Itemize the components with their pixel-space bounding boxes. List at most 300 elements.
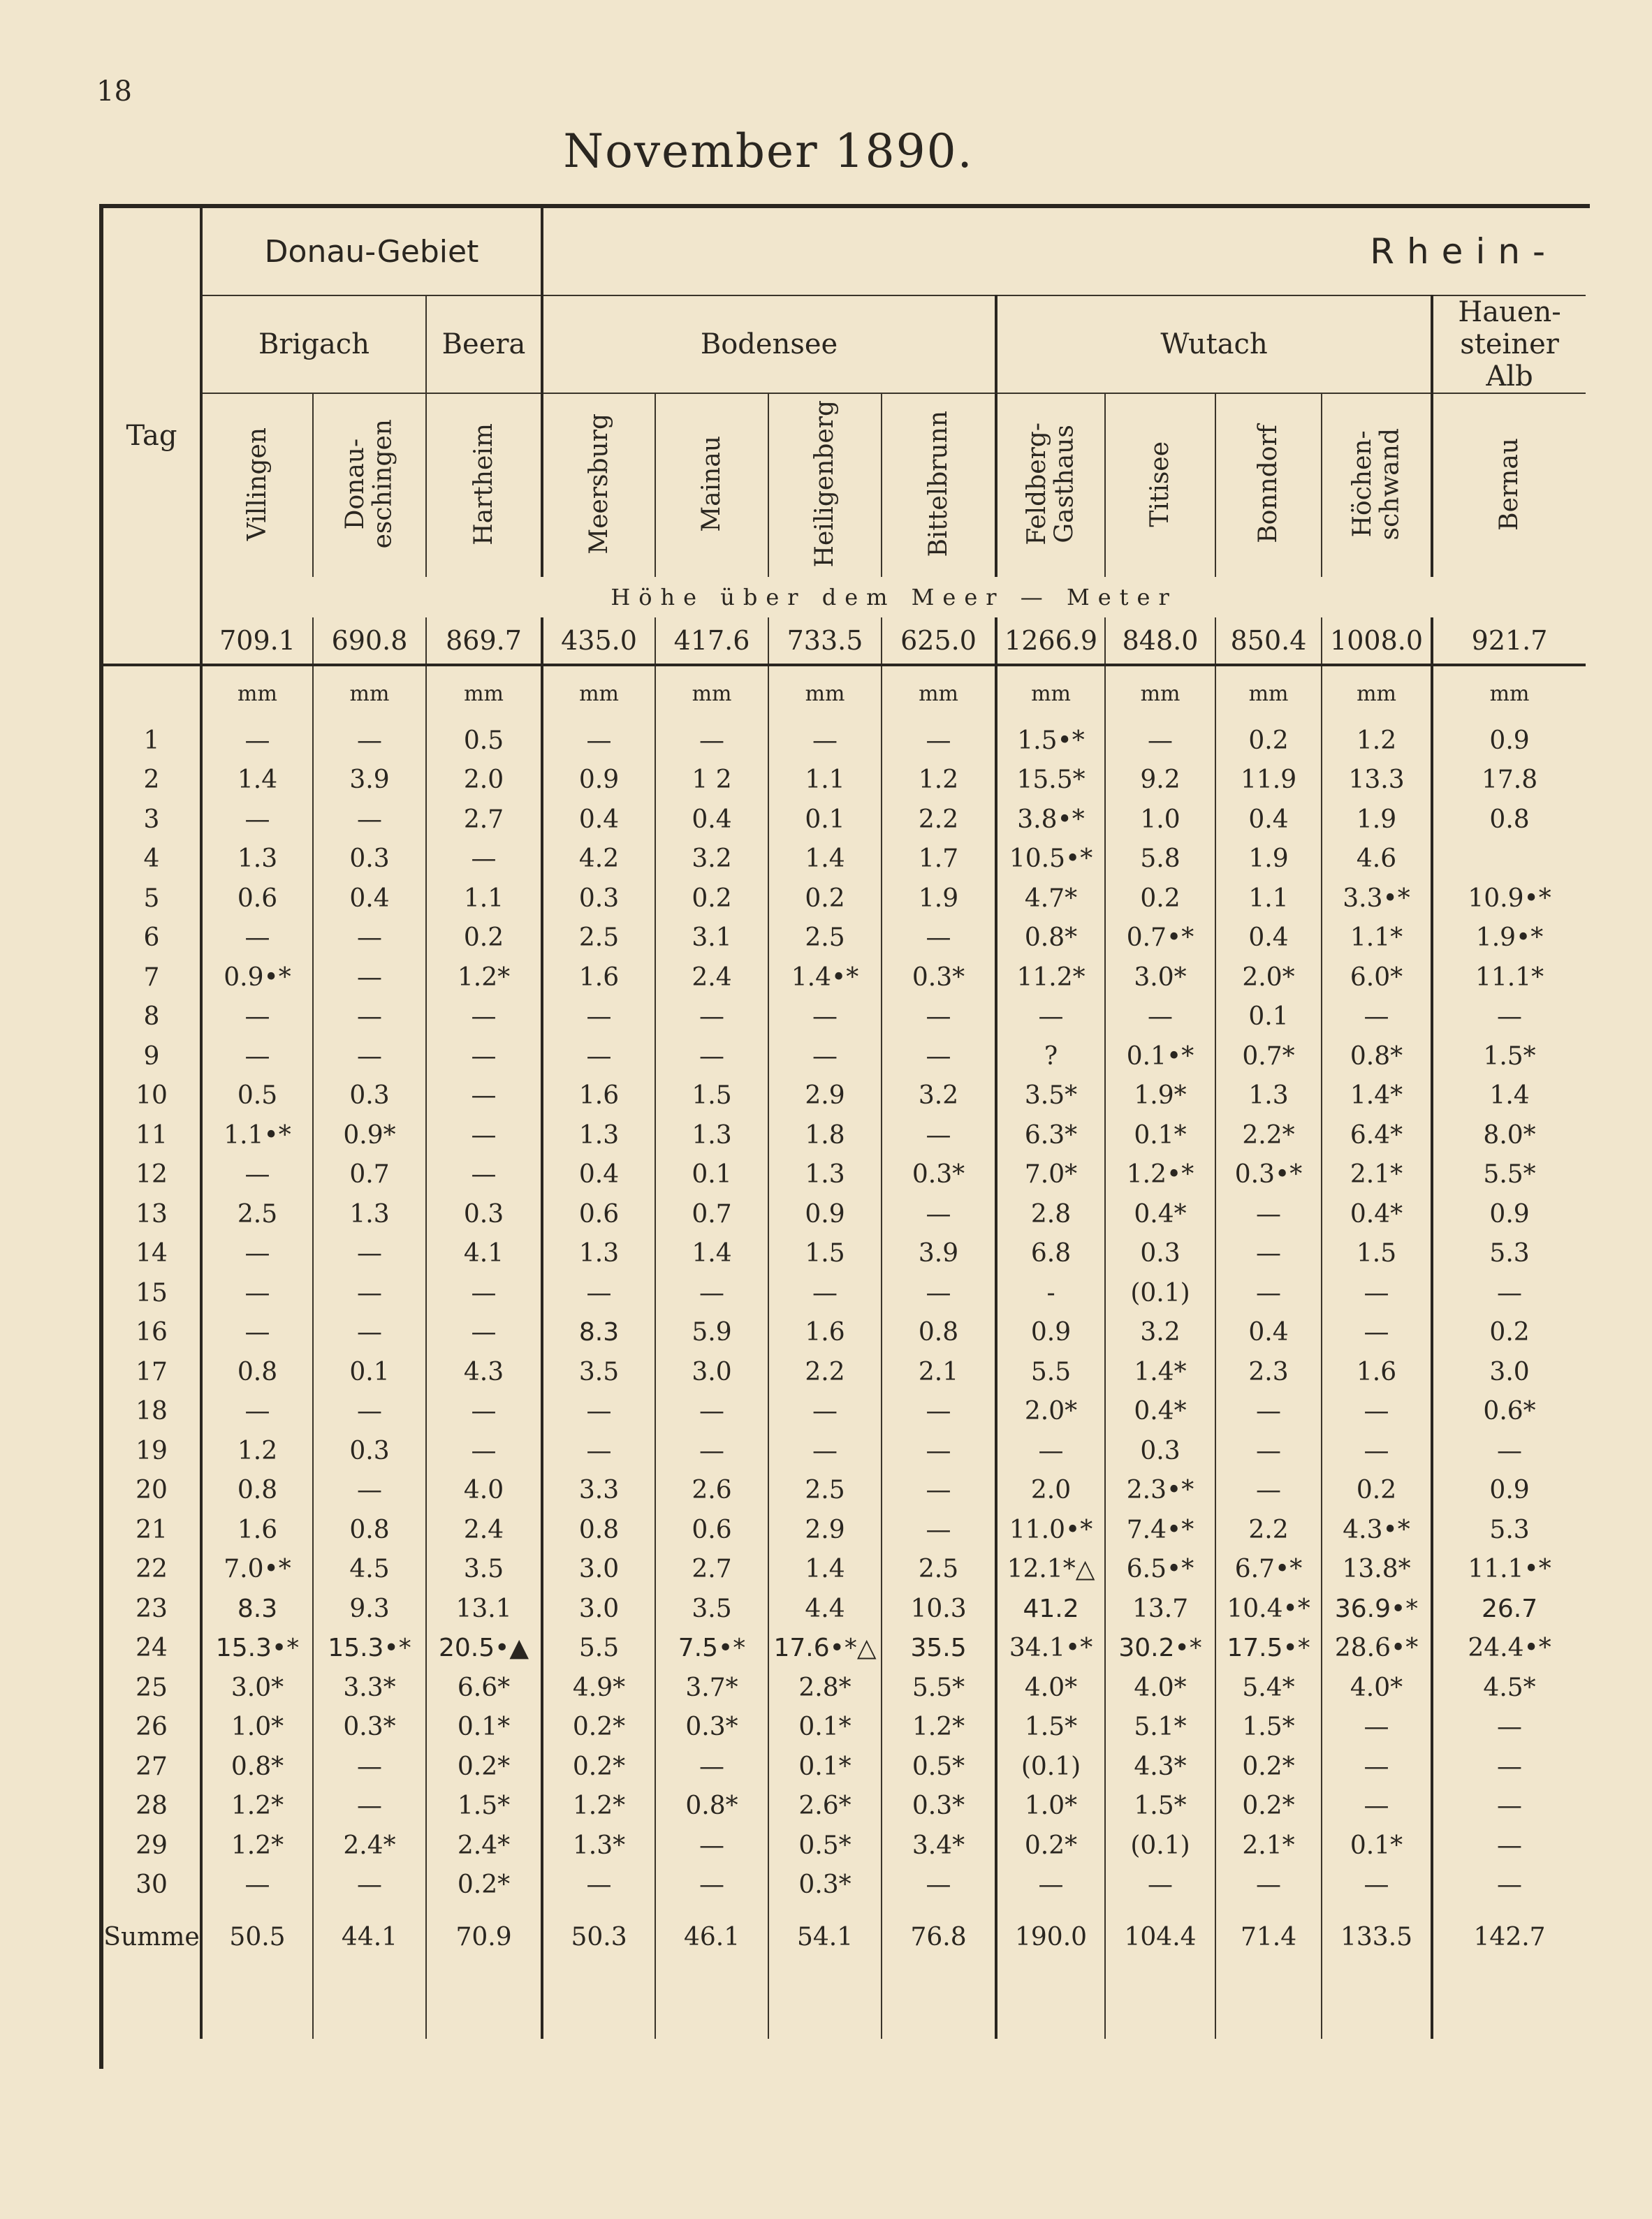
station-header: [313, 393, 426, 577]
precip-value: 3.0: [655, 1352, 768, 1392]
precip-value: 0.8: [313, 1510, 426, 1550]
precip-value: 5.5: [542, 1629, 655, 1669]
precip-value: 4.4: [768, 1589, 882, 1629]
precip-value: 1.5•*: [996, 721, 1105, 761]
summe-value: 142.7: [1432, 1905, 1586, 1969]
precip-value: 0.2: [655, 879, 768, 918]
precip-value: 1 2: [655, 761, 768, 800]
filler-row: [103, 1969, 1586, 2039]
precip-value: 2.1: [882, 1352, 996, 1392]
precip-value: 0.8*: [201, 1747, 313, 1787]
unit-label: mm: [313, 665, 426, 721]
precip-value: 3.1: [655, 918, 768, 958]
day-number: 21: [136, 1515, 168, 1544]
precip-value: 4.0*: [1105, 1668, 1215, 1708]
precip-value: 3.5: [655, 1589, 768, 1629]
precip-value: 13.1: [426, 1589, 542, 1629]
precip-value: —: [655, 1273, 768, 1313]
precip-value: —: [426, 1431, 542, 1471]
precip-value: 1.2: [882, 761, 996, 800]
precip-value: 3.3•*: [1322, 879, 1432, 918]
table-row: [103, 1629, 1586, 1669]
river-brigach: Brigach: [201, 295, 426, 393]
precip-value: 17.6•*△: [768, 1629, 882, 1669]
precip-value: 0.1*: [426, 1708, 542, 1748]
precip-value: —: [426, 840, 542, 879]
precip-value: 30.2•*: [1105, 1629, 1215, 1669]
precip-value: 5.3: [1432, 1234, 1586, 1274]
station-name: Bittelbrunn: [923, 411, 953, 557]
precip-value: —: [768, 997, 882, 1037]
precip-value: 1.2*: [426, 958, 542, 997]
precip-value: 1.1•*: [201, 1115, 313, 1155]
table-row: [103, 1866, 1586, 1905]
precip-value: 3.0*: [1105, 958, 1215, 997]
summe-value: 44.1: [313, 1905, 426, 1969]
station-header: [655, 393, 768, 577]
summe-value: 76.8: [882, 1905, 996, 1969]
day-number: 28: [136, 1792, 168, 1821]
precip-value: 1.4: [1432, 1076, 1586, 1116]
precip-value: 2.5: [768, 918, 882, 958]
table-row: [103, 1471, 1586, 1511]
precip-value: 6.3*: [996, 1115, 1105, 1155]
unit-label: mm: [996, 665, 1105, 721]
table-row: [103, 1234, 1586, 1274]
precip-value: 0.6: [201, 879, 313, 918]
precip-value: 0.9: [1432, 1471, 1586, 1511]
precip-value: —: [313, 1313, 426, 1353]
precip-value: 6.6*: [426, 1668, 542, 1708]
precip-value: 0.8*: [655, 1787, 768, 1826]
filler-cell: [201, 1969, 313, 2039]
precip-value: —: [1105, 997, 1215, 1037]
precip-value: 0.2: [426, 918, 542, 958]
precip-value: 0.1•*: [1105, 1037, 1215, 1076]
station-header: [542, 393, 655, 577]
precip-value: 0.3*: [768, 1866, 882, 1905]
summe-value: 104.4: [1105, 1905, 1215, 1969]
precip-value: 6.0*: [1322, 958, 1432, 997]
precip-value: —: [1215, 1392, 1322, 1432]
summe-label: Summe: [103, 1922, 200, 1951]
precip-value: 3.5: [542, 1352, 655, 1392]
precip-value: —: [882, 1471, 996, 1511]
precip-value: 8.3: [201, 1589, 313, 1629]
precip-value: 3.8•*: [996, 800, 1105, 840]
precip-value: (0.1): [1105, 1273, 1215, 1313]
precip-value: 1.6: [542, 958, 655, 997]
precip-value: 11.1*: [1432, 958, 1586, 997]
precip-value: 2.0*: [1215, 958, 1322, 997]
summe-value: 133.5: [1322, 1905, 1432, 1969]
station-name: Meersburg: [584, 413, 613, 555]
filler-cell: [103, 1969, 201, 2039]
day-number: 5: [143, 884, 160, 913]
precip-value: 0.2*: [1215, 1787, 1322, 1826]
precip-value: 1.7: [882, 840, 996, 879]
precip-value: —: [1432, 997, 1586, 1037]
precip-value: 11.2*: [996, 958, 1105, 997]
precip-value: —: [768, 1037, 882, 1076]
precip-value: —: [882, 918, 996, 958]
precip-value: 1.2: [201, 1431, 313, 1471]
precip-value: —: [426, 1076, 542, 1116]
station-name: Bernau: [1495, 437, 1524, 531]
precip-value: —: [313, 1037, 426, 1076]
precip-value: 15.3•*: [313, 1629, 426, 1669]
precip-value: 3.0: [542, 1550, 655, 1590]
precip-value: —: [201, 1866, 313, 1905]
precip-value: —: [1215, 1234, 1322, 1274]
precip-value: 0.1: [768, 800, 882, 840]
precip-value: 1.5: [768, 1234, 882, 1274]
precip-value: 1.5: [1322, 1234, 1432, 1274]
table-row: [103, 1787, 1586, 1826]
precip-value: 1.2*: [201, 1787, 313, 1826]
precip-value: 2.5: [201, 1194, 313, 1234]
station-header: [996, 393, 1105, 577]
precip-value: 5.5*: [882, 1668, 996, 1708]
precip-value: 1.3: [313, 1194, 426, 1234]
precip-value: 3.0*: [201, 1668, 313, 1708]
river-bodensee: Bodensee: [542, 295, 996, 393]
station-header: [1432, 393, 1586, 577]
station-name: Mainau: [697, 436, 726, 532]
river-beera: Beera: [426, 295, 542, 393]
station-name: Donau- eschingen: [341, 419, 397, 549]
precip-value: ?: [996, 1037, 1105, 1076]
precip-value: 2.6*: [768, 1787, 882, 1826]
precip-value: —: [313, 958, 426, 997]
precip-value: 0.4: [542, 800, 655, 840]
precip-value: 6.4*: [1322, 1115, 1432, 1155]
precip-value: 1.3: [201, 840, 313, 879]
unit-label: mm: [768, 665, 882, 721]
precip-value: —: [882, 721, 996, 761]
precip-value: 1.4: [655, 1234, 768, 1274]
table-row: [103, 1392, 1586, 1432]
precip-value: 0.3: [1105, 1234, 1215, 1274]
precip-value: —: [1432, 1866, 1586, 1905]
precip-value: 1.2*: [201, 1826, 313, 1866]
precip-value: 1.5*: [1432, 1037, 1586, 1076]
precip-value: 2.2: [1215, 1510, 1322, 1550]
precip-value: 1.9•*: [1432, 918, 1586, 958]
precip-value: 4.5*: [1432, 1668, 1586, 1708]
precip-value: 0.1*: [768, 1708, 882, 1748]
precip-value: 15.5*: [996, 761, 1105, 800]
precip-value: —: [313, 1234, 426, 1274]
precip-value: (0.1): [996, 1747, 1105, 1787]
elevation-value: 1266.9: [996, 617, 1105, 665]
precip-value: —: [426, 1313, 542, 1353]
precip-value: 1.3: [542, 1115, 655, 1155]
station-header: [1105, 393, 1215, 577]
precip-value: 4.2: [542, 840, 655, 879]
table-row: [103, 761, 1586, 800]
day-number: 3: [143, 805, 160, 834]
precip-value: 0.4: [1215, 918, 1322, 958]
precip-value: 0.7•*: [1105, 918, 1215, 958]
precip-value: 3.5*: [996, 1076, 1105, 1116]
unit-label: mm: [426, 665, 542, 721]
elevation-value: 709.1: [201, 617, 313, 665]
precip-value: —: [313, 918, 426, 958]
precip-value: 2.2*: [1215, 1115, 1322, 1155]
precip-value: 36.9•*: [1322, 1589, 1432, 1629]
precip-value: 0.1*: [768, 1747, 882, 1787]
precip-value: —: [426, 1155, 542, 1195]
precip-value: —: [1322, 1747, 1432, 1787]
precip-value: 0.2*: [996, 1826, 1105, 1866]
precip-value: 0.8*: [996, 918, 1105, 958]
precip-value: 0.4: [313, 879, 426, 918]
precip-value: —: [1215, 1273, 1322, 1313]
precip-value: —: [1322, 1866, 1432, 1905]
precip-value: 0.3*: [882, 958, 996, 997]
tag-header: Tag: [103, 208, 201, 665]
precip-value: —: [655, 1747, 768, 1787]
precip-value: 1.3: [655, 1115, 768, 1155]
precip-value: -: [996, 1273, 1105, 1313]
precip-value: —: [1215, 1194, 1322, 1234]
day-number: 17: [136, 1357, 168, 1386]
precip-value: —: [655, 1431, 768, 1471]
precip-value: 1.1: [426, 879, 542, 918]
precip-value: 0.4*: [1105, 1194, 1215, 1234]
summe-value: 46.1: [655, 1905, 768, 1969]
precip-value: 0.1*: [1322, 1826, 1432, 1866]
precip-value: 4.3: [426, 1352, 542, 1392]
precip-value: —: [313, 1273, 426, 1313]
filler-cell: [768, 1969, 882, 2039]
elevation-value: 435.0: [542, 617, 655, 665]
summe-value: 54.1: [768, 1905, 882, 1969]
precip-value: —: [201, 1392, 313, 1432]
precip-value: 0.9: [542, 761, 655, 800]
precip-value: 1.2*: [882, 1708, 996, 1748]
table-row: [103, 1589, 1586, 1629]
precip-value: 26.7: [1432, 1589, 1586, 1629]
precip-value: 9.3: [313, 1589, 426, 1629]
precip-value: —: [882, 1115, 996, 1155]
precip-value: 0.4: [1215, 800, 1322, 840]
unit-label: mm: [655, 665, 768, 721]
day-number: 23: [136, 1594, 168, 1623]
precip-value: 6.8: [996, 1234, 1105, 1274]
day-number: 30: [136, 1870, 168, 1900]
elevation-value: 690.8: [313, 617, 426, 665]
precip-value: —: [768, 1431, 882, 1471]
unit-label: mm: [1105, 665, 1215, 721]
day-number: 27: [136, 1752, 168, 1781]
precip-value: 2.5: [542, 918, 655, 958]
table-row: [103, 918, 1586, 958]
precip-value: —: [655, 1866, 768, 1905]
station-name: Villingen: [242, 427, 272, 541]
precip-value: 5.8: [1105, 840, 1215, 879]
precip-value: 1.3*: [542, 1826, 655, 1866]
precip-value: —: [1432, 1708, 1586, 1748]
precip-value: —: [768, 721, 882, 761]
precip-value: 0.5: [426, 721, 542, 761]
precip-value: 0.2: [1432, 1313, 1586, 1353]
unit-label: mm: [201, 665, 313, 721]
precip-value: —: [201, 800, 313, 840]
precip-value: 7.5•*: [655, 1629, 768, 1669]
precip-value: 0.2*: [1215, 1747, 1322, 1787]
precip-value: —: [1215, 1471, 1322, 1511]
precip-value: —: [655, 997, 768, 1037]
precip-value: [1432, 840, 1586, 879]
precip-value: —: [313, 1392, 426, 1432]
precip-value: —: [313, 1747, 426, 1787]
precip-value: 1.5*: [1215, 1708, 1322, 1748]
precip-value: 0.9: [1432, 1194, 1586, 1234]
unit-label: mm: [1432, 665, 1586, 721]
precip-value: —: [542, 1037, 655, 1076]
precip-value: —: [313, 997, 426, 1037]
precip-value: 7.4•*: [1105, 1510, 1215, 1550]
day-number: 4: [143, 844, 160, 874]
precip-value: 0.4: [655, 800, 768, 840]
precip-value: 0.8*: [1322, 1037, 1432, 1076]
unit-label: mm: [1322, 665, 1432, 721]
precip-value: 4.0*: [996, 1668, 1105, 1708]
precip-value: 2.7: [655, 1550, 768, 1590]
filler-cell: [1215, 1969, 1322, 2039]
precip-value: 3.3: [542, 1471, 655, 1511]
precip-value: 2.2: [768, 1352, 882, 1392]
precip-value: 5.4*: [1215, 1668, 1322, 1708]
precip-value: 5.5*: [1432, 1155, 1586, 1195]
precip-value: 0.1: [1215, 997, 1322, 1037]
precip-value: —: [996, 1431, 1105, 1471]
precip-value: 1.8: [768, 1115, 882, 1155]
precip-value: 2.8*: [768, 1668, 882, 1708]
precip-value: —: [542, 1273, 655, 1313]
table-row: [103, 1037, 1586, 1076]
precip-value: 6.5•*: [1105, 1550, 1215, 1590]
unit-label: mm: [1215, 665, 1322, 721]
table-row: [103, 1550, 1586, 1590]
table-row: [103, 800, 1586, 840]
day-number: 13: [136, 1199, 168, 1229]
precip-value: 0.9: [768, 1194, 882, 1234]
station-name: Feldberg- Gasthaus: [1022, 423, 1079, 545]
precip-value: 0.9: [1432, 721, 1586, 761]
precip-value: 0.4: [1215, 1313, 1322, 1353]
precip-value: 4.0*: [1322, 1668, 1432, 1708]
table-row: [103, 1194, 1586, 1234]
precip-value: 2.4: [426, 1510, 542, 1550]
precip-value: —: [655, 1826, 768, 1866]
day-number: 15: [136, 1278, 168, 1308]
precip-value: —: [1105, 1866, 1215, 1905]
table-row: [103, 1708, 1586, 1748]
precip-value: 1.3: [768, 1155, 882, 1195]
precip-value: —: [542, 1866, 655, 1905]
precip-value: —: [1322, 1313, 1432, 1353]
precip-value: 2.3•*: [1105, 1471, 1215, 1511]
precip-value: 3.7*: [655, 1668, 768, 1708]
elevation-value: 733.5: [768, 617, 882, 665]
precip-value: 2.9: [768, 1510, 882, 1550]
filler-cell: [313, 1969, 426, 2039]
precip-value: 4.3*: [1105, 1747, 1215, 1787]
precip-value: —: [882, 1194, 996, 1234]
summe-row: [103, 1905, 1586, 1969]
precip-value: —: [542, 721, 655, 761]
precip-value: 0.7*: [1215, 1037, 1322, 1076]
precip-value: 2.4*: [426, 1826, 542, 1866]
precip-value: 0.6: [542, 1194, 655, 1234]
filler-cell: [996, 1969, 1105, 2039]
precip-value: 2.0: [426, 761, 542, 800]
precip-value: 2.0: [996, 1471, 1105, 1511]
precip-value: 0.1*: [1105, 1115, 1215, 1155]
precip-value: 1.1*: [1322, 918, 1432, 958]
precip-value: 0.7: [313, 1155, 426, 1195]
page-title: November 1890.: [563, 124, 974, 178]
filler-cell: [426, 1969, 542, 2039]
elevation-value: 417.6: [655, 617, 768, 665]
precip-value: —: [201, 721, 313, 761]
precip-value: 0.3•*: [1215, 1155, 1322, 1195]
precip-value: 0.5: [201, 1076, 313, 1116]
precip-value: —: [882, 997, 996, 1037]
precip-value: 0.2*: [426, 1747, 542, 1787]
precip-value: —: [313, 721, 426, 761]
precip-value: 2.0*: [996, 1392, 1105, 1432]
precip-value: —: [882, 1866, 996, 1905]
station-header: [1215, 393, 1322, 577]
precip-value: 2.2: [882, 800, 996, 840]
precip-value: 1.5*: [996, 1708, 1105, 1748]
table-row: [103, 1510, 1586, 1550]
precip-value: —: [1105, 721, 1215, 761]
table-row: [103, 1076, 1586, 1116]
day-number: 12: [136, 1160, 168, 1189]
precip-value: 0.5*: [882, 1747, 996, 1787]
precip-value: 4.1: [426, 1234, 542, 1274]
precip-value: 1.5: [655, 1076, 768, 1116]
precip-value: 0.7: [655, 1194, 768, 1234]
summe-value: 71.4: [1215, 1905, 1322, 1969]
table-row: [103, 721, 1586, 761]
precip-value: 1.4: [201, 761, 313, 800]
elevation-value: 1008.0: [1322, 617, 1432, 665]
precip-value: 1.1: [1215, 879, 1322, 918]
page-number: 18: [96, 75, 132, 108]
precip-value: —: [768, 1273, 882, 1313]
precip-value: —: [1322, 1787, 1432, 1826]
precip-value: 4.9*: [542, 1668, 655, 1708]
precip-value: 1.0: [1105, 800, 1215, 840]
precip-value: 11.0•*: [996, 1510, 1105, 1550]
precip-value: 3.0: [542, 1589, 655, 1629]
precip-value: —: [882, 1037, 996, 1076]
precip-value: 3.4*: [882, 1826, 996, 1866]
precip-value: —: [313, 1471, 426, 1511]
precip-value: 1.2*: [542, 1787, 655, 1826]
day-number: 24: [136, 1634, 168, 1663]
day-number: 29: [136, 1831, 168, 1860]
precip-value: —: [882, 1392, 996, 1432]
precip-value: 1.6: [542, 1076, 655, 1116]
precip-value: 3.2: [882, 1076, 996, 1116]
